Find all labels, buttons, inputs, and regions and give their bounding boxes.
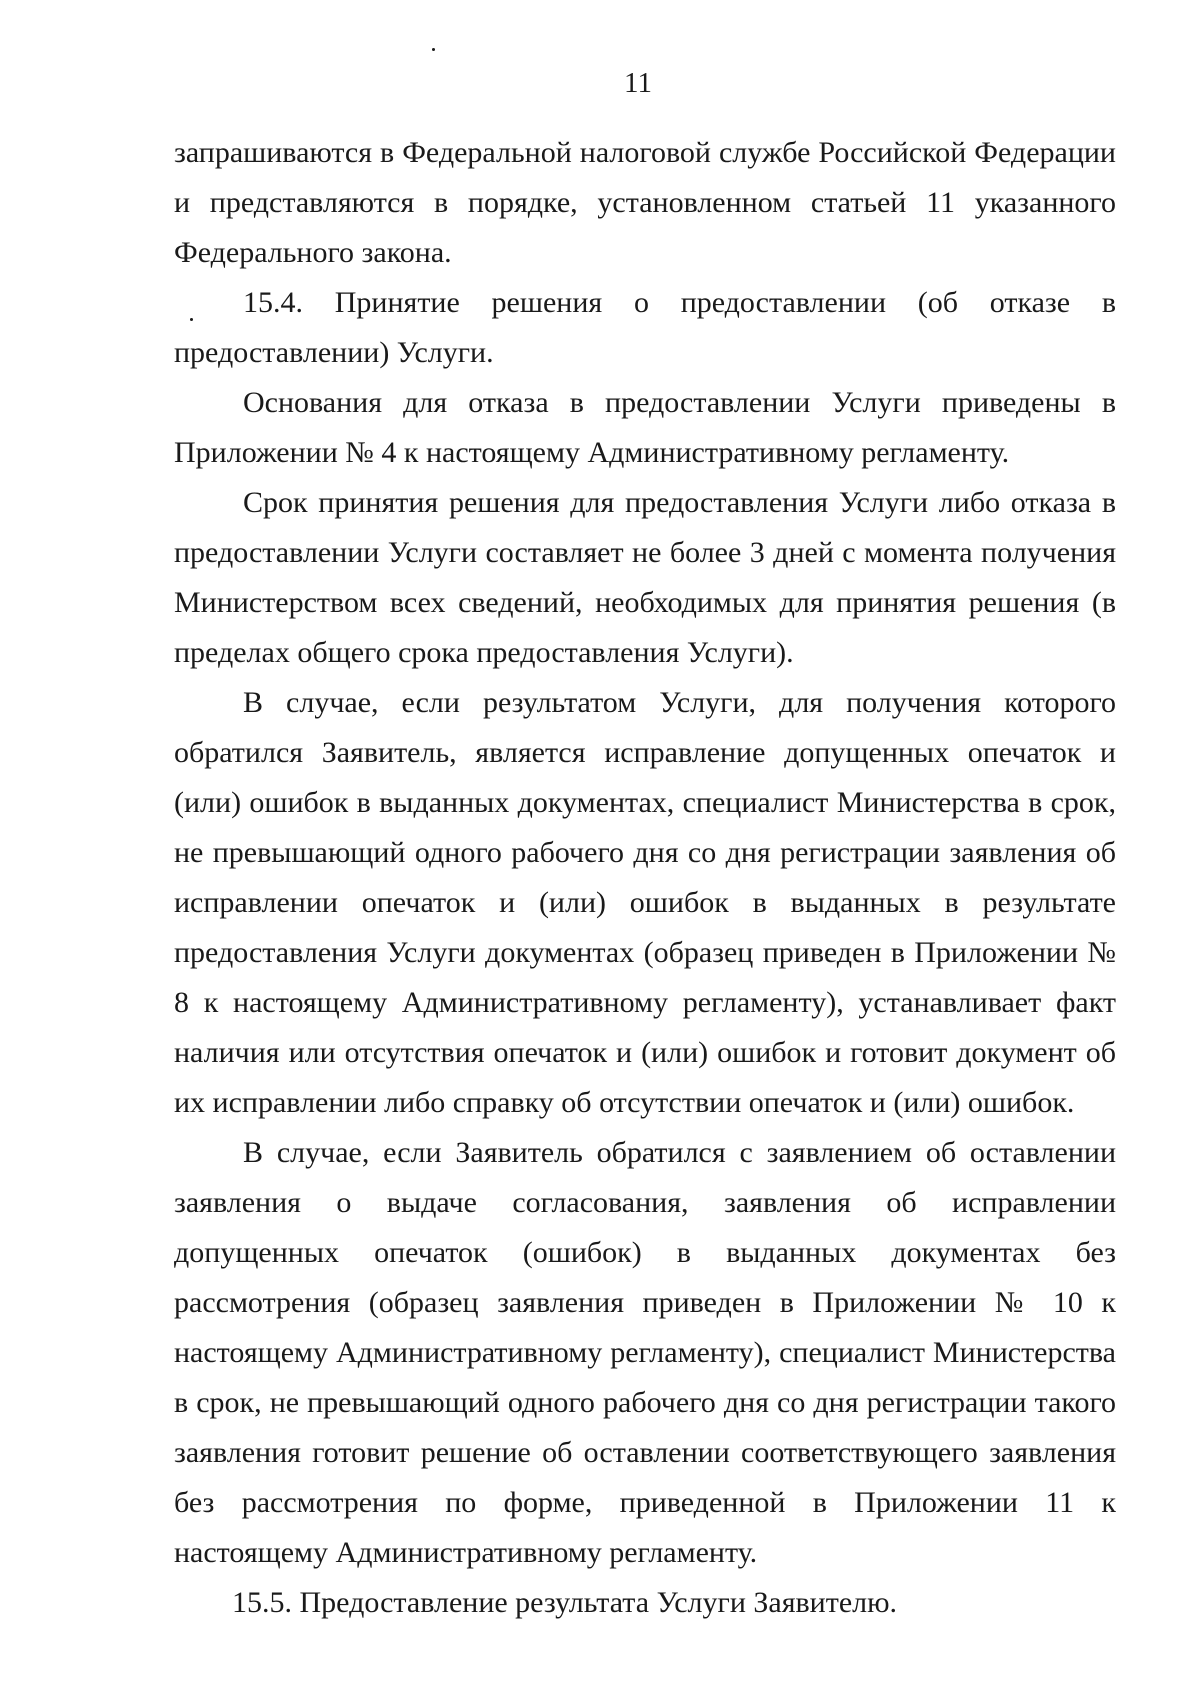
paragraph-refusal-grounds: Основания для отказа в предоставлении Услуги приведены в Приложении № 4 к настоящему Административному регламенту. [174,386,1116,469]
section-heading-15-4: 15.4. Принятие решения о предоставлении (об отказе в предоставлении) Услуги. [174,286,1116,369]
paragraph-decision-deadline: Срок принятия решения для предоставления Услуги либо отказа в предоставлении Услуги составляет не более 3 дней с момента получения Министерством всех сведений, необходимых для принятия решения (в пределах общего срока предоставления Услуги). [174,486,1116,669]
paragraph-error-correction: В случае, если результатом Услуги, для получения которого обратился Заявитель, является исправление допущенных опечаток и (или) ошибок в выданных документах, специалист Министерства в срок, не превышающий одного рабочего дня со дня регистрации заявления об исправлении опечаток и (или) ошибок в выданных в результате предоставления Услуги документах (образец приведен в Приложении № 8 к настоящему Административному регламенту), устанавливает факт наличия или отсутствия опечаток и (или) ошибок и готовит документ об их исправлении либо справку об отсутствии опечаток и (или) ошибок. [174,686,1116,1119]
section-heading-15-5: 15.5. Предоставление результата Услуги Заявителю. [232,1586,898,1619]
page-number: 11 [624,67,652,99]
paragraph-leave-without-review: В случае, если Заявитель обратился с заявлением об оставлении заявления о выдаче согласования, заявления об исправлении допущенных опечаток (ошибок) в выданных документах без рассмотрения (образец заявления приведен в Приложении № 10 к настоящему Административному регламенту), специалист Министерства в срок, не превышающий одного рабочего дня со дня регистрации такого заявления готовит решение об оставлении соответствующего заявления без рассмотрения по форме, приведенной в Приложении 11 к настоящему Административному регламенту. [174,1136,1116,1569]
document-body [174,128,1116,1628]
paragraph-continuation: запрашиваются в Федеральной налоговой службе Российской Федерации и представляются в порядке, установленном статьей 11 указанного Федерального закона. [174,136,1116,269]
scan-speck [432,48,435,51]
